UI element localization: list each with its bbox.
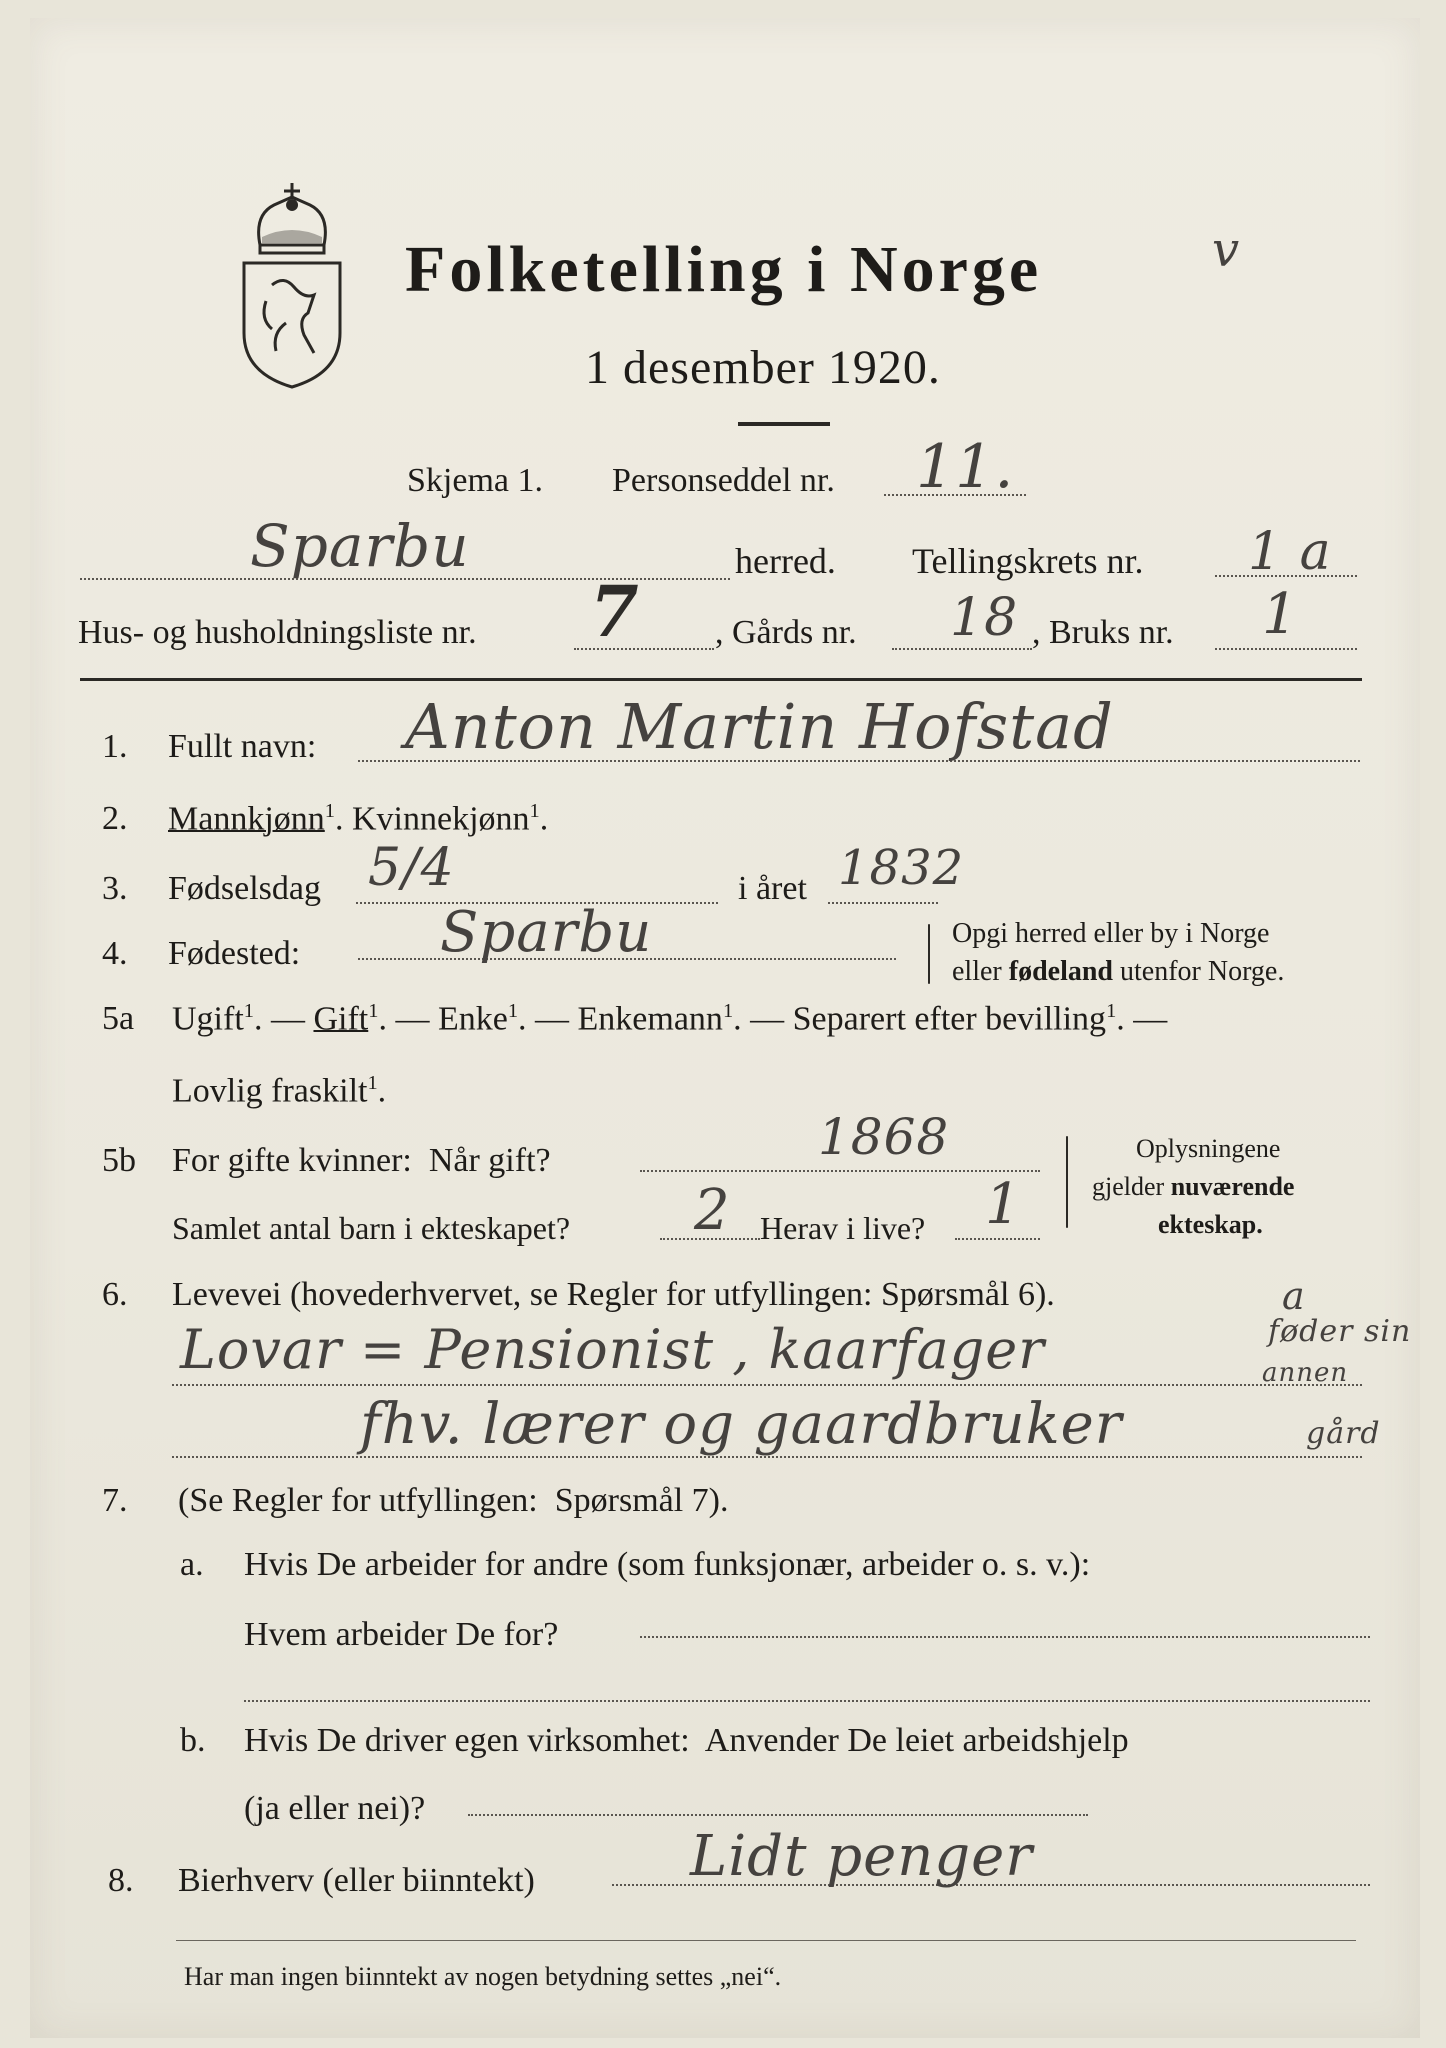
- q4-note-line2-pre: eller: [952, 956, 1002, 987]
- q6-number: 6.: [102, 1276, 128, 1313]
- q7a-line2: [244, 1700, 1370, 1702]
- q4-note-line2-bold: fødeland: [1008, 956, 1113, 987]
- birth-day-value[interactable]: 5/4: [368, 838, 455, 898]
- occupation-line2-value[interactable]: fhv. lærer og gaardbruker: [360, 1392, 1123, 1457]
- q4-label: Fødested:: [168, 935, 301, 972]
- margin-note-2: føder sin: [1268, 1314, 1412, 1349]
- gards-label: , Gårds nr.: [715, 614, 857, 651]
- section-divider: [80, 678, 1362, 681]
- personseddel-value[interactable]: 11.: [916, 432, 1015, 502]
- q4-note-bracket: [928, 924, 930, 984]
- marital-status-options: Ugift$^1$. — Gift$^1$. — Enke$^1$. — Enkemann$^1$. — Separert efter bevilling$^1$. —: [172, 1000, 1168, 1038]
- separert-option[interactable]: Separert efter bevilling: [792, 1000, 1107, 1038]
- q7a-letter: a.: [180, 1546, 204, 1583]
- children-alive-value[interactable]: 1: [985, 1172, 1022, 1237]
- q7a-text: Hvis De arbeider for andre (som funksjonær, arbeider o. s. v.):: [244, 1546, 1091, 1583]
- male-option[interactable]: Mannkjønn: [168, 800, 325, 838]
- enke-option[interactable]: Enke: [437, 1000, 508, 1038]
- margin-note-3: annen: [1262, 1358, 1349, 1388]
- q4-note-line2-post: utenfor Norge.: [1120, 956, 1285, 987]
- bruks-value[interactable]: 1: [1262, 582, 1299, 647]
- footnote-mark: 1: [1106, 1000, 1117, 1022]
- q4-note-line1: Opgi herred eller by i Norge: [952, 918, 1270, 949]
- q7a-line1: [640, 1636, 1370, 1638]
- q4-number: 4.: [102, 935, 128, 972]
- herred-value[interactable]: Sparbu: [250, 512, 470, 580]
- footer-divider: [176, 1940, 1356, 1941]
- q5b-note-line2-bold: nuværende: [1170, 1172, 1295, 1201]
- q1-label: Fullt navn:: [168, 728, 317, 765]
- enkemann-option[interactable]: Enkemann: [577, 1000, 723, 1038]
- q7a-question: Hvem arbeider De for?: [244, 1616, 559, 1653]
- tellingskrets-label: Tellingskrets nr.: [912, 541, 1144, 581]
- q8-label: Bierhverv (eller biinntekt): [178, 1862, 535, 1899]
- footnote-mark: 1: [367, 1072, 378, 1094]
- hus-label: Hus- og husholdningsliste nr.: [78, 614, 477, 651]
- herred-label: herred.: [735, 541, 836, 581]
- bruks-line: [1215, 648, 1357, 650]
- q5b-number: 5b: [102, 1142, 136, 1179]
- title-divider: [738, 422, 830, 426]
- q5b-note-line3: ekteskap.: [1158, 1210, 1263, 1239]
- q7-label: (Se Regler for utfyllingen: Spørsmål 7).: [178, 1482, 729, 1519]
- margin-note-4: gård: [1306, 1416, 1381, 1451]
- coat-of-arms-icon: [232, 175, 352, 390]
- q5b-note-line2-pre: gjelder: [1092, 1172, 1165, 1201]
- q5b-note-bracket: [1066, 1136, 1068, 1228]
- occupation-line1-value[interactable]: Lovar = Pensionist , kaarfager: [180, 1318, 1045, 1381]
- gards-line: [892, 648, 1032, 650]
- q8-number: 8.: [108, 1862, 134, 1899]
- footnote-mark: 1: [243, 1000, 254, 1022]
- q2-number: 2.: [102, 800, 128, 837]
- footnote-mark: 1: [368, 1000, 379, 1022]
- fraskilt-option[interactable]: Lovlig fraskilt: [172, 1072, 368, 1110]
- gards-value[interactable]: 18: [950, 588, 1019, 648]
- q7-number: 7.: [102, 1482, 128, 1519]
- margin-note-1: a: [1282, 1274, 1306, 1318]
- footnote-mark: 1: [722, 1000, 734, 1022]
- q7b-letter: b.: [180, 1722, 206, 1759]
- q5b-alive-line: [955, 1238, 1040, 1240]
- q7b-question: (ja eller nei)?: [244, 1790, 426, 1827]
- fraskilt-line: Lovlig fraskilt$^1$.: [172, 1072, 387, 1110]
- q6-line1: [172, 1384, 1362, 1386]
- census-date: 1 desember 1920.: [585, 341, 941, 394]
- q5b-note-line1: Oplysningene: [1136, 1134, 1281, 1163]
- q3-year-line: [828, 902, 938, 904]
- footnote-mark: 1: [324, 800, 335, 822]
- form-title: Folketelling i Norge: [405, 233, 1043, 306]
- bruks-label: , Bruks nr.: [1032, 614, 1174, 651]
- q6-label: Levevei (hovederhvervet, se Regler for utfyllingen: Spørsmål 6).: [172, 1276, 1055, 1313]
- q5b-children-label: Samlet antal barn i ekteskapet?: [172, 1210, 571, 1246]
- q2-sex-options: Mannkjønn$^1$. Kvinnekjønn$^1$.: [168, 800, 549, 838]
- q5b-label: For gifte kvinner: Når gift?: [172, 1142, 551, 1179]
- birth-year-value[interactable]: 1832: [838, 840, 965, 896]
- check-mark: v: [1212, 222, 1241, 278]
- footnote-mark: 1: [507, 1000, 519, 1022]
- gift-option[interactable]: Gift: [313, 1000, 369, 1038]
- q3-label: Fødselsdag: [168, 870, 321, 907]
- q7b-line: [468, 1814, 1088, 1816]
- skjema-label: Skjema 1.: [407, 462, 543, 499]
- female-option[interactable]: Kvinnekjønn: [351, 800, 530, 838]
- q5b-note-line2: [1092, 1172, 1294, 1202]
- ugift-option[interactable]: Ugift: [172, 1000, 244, 1038]
- married-year-value[interactable]: 1868: [818, 1108, 950, 1166]
- side-income-value[interactable]: Lidt penger: [690, 1824, 1034, 1889]
- footnote-mark: 1: [529, 800, 540, 822]
- tellingskrets-value[interactable]: 1 a: [1248, 522, 1332, 582]
- personseddel-label: Personseddel nr.: [612, 462, 835, 499]
- children-count-value[interactable]: 2: [694, 1178, 731, 1243]
- q1-number: 1.: [102, 728, 128, 765]
- hus-value[interactable]: 7: [590, 570, 640, 653]
- q3-number: 3.: [102, 870, 128, 907]
- q5b-alive-label: Herav i live?: [760, 1210, 926, 1246]
- q5b-when-line: [640, 1170, 1040, 1172]
- birthplace-value[interactable]: Sparbu: [440, 900, 653, 965]
- full-name-value[interactable]: Anton Martin Hofstad: [405, 690, 1114, 763]
- q4-note-line2: [952, 956, 1284, 988]
- footer-note: Har man ingen biinntekt av nogen betydning settes „nei“.: [184, 1962, 782, 1991]
- q3-year-label: i året: [738, 870, 807, 907]
- q5a-number: 5a: [102, 1000, 135, 1037]
- q7b-text: Hvis De driver egen virksomhet: Anvender De leiet arbeidshjelp: [244, 1722, 1129, 1759]
